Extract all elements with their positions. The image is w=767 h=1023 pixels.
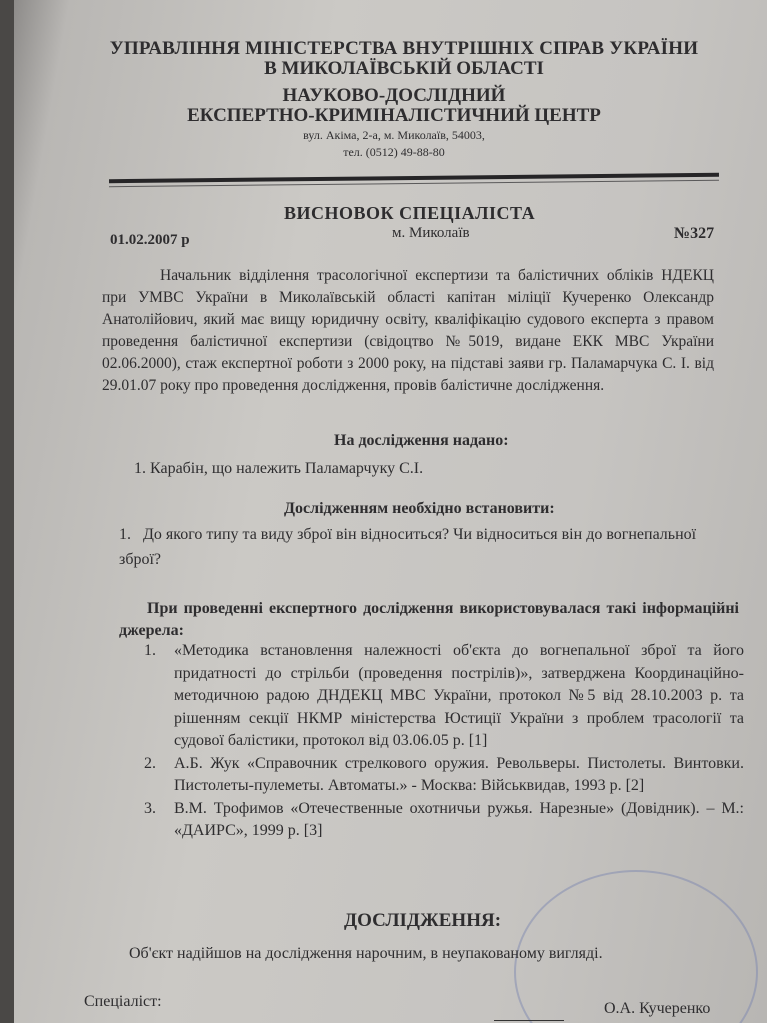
source-text: А.Б. Жук «Справочник стрелкового оружия. Револьверы. Пистолеты. Винтовки. Пистолеты-пулеметы. Автоматы.» - Москва: Військвидав, 1993 р. [2] — [174, 754, 744, 794]
source-text: В.М. Трофимов «Отечественные охотничьи ружья. Нарезные» (Довідник). – М.: «ДАИРС», 1999 р. [3] — [174, 799, 744, 839]
research-heading: ДОСЛІДЖЕННЯ: — [344, 910, 502, 931]
provided-heading: На дослідження надано: — [334, 432, 509, 449]
header-address: вул. Акіма, 2-а, м. Миколаїв, 54003, — [303, 128, 485, 142]
intro-paragraph — [102, 265, 714, 397]
question-text: До якого типу та виду зброї він відноситься? Чи відноситься він до вогнепальної зброї? — [119, 526, 697, 568]
document-number: №327 — [674, 225, 715, 242]
questions-heading: Дослідженням необхідно встановити: — [284, 500, 555, 517]
header-center: ЕКСПЕРТНО-КРИМІНАЛІСТИЧНИЙ ЦЕНТР — [187, 105, 601, 126]
header-institute: НАУКОВО-ДОСЛІДНИЙ — [282, 85, 506, 106]
source-item — [144, 753, 744, 798]
sources-intro — [119, 598, 739, 642]
research-text: Об'єкт надійшов на дослідження нарочним, в неупакованому вигляді. — [129, 945, 603, 962]
document-page — [14, 0, 767, 1023]
document-title: ВИСНОВОК СПЕЦІАЛІСТА — [284, 203, 536, 223]
source-number: 1. — [144, 642, 156, 659]
header-ministry: УПРАВЛІННЯ МІНІСТЕРСТВА ВНУТРІШНІХ СПРАВ УКРАЇНИ — [109, 38, 699, 59]
document-city: м. Миколаїв — [392, 225, 470, 241]
specialist-label: Спеціаліст: — [84, 993, 162, 1010]
source-item — [144, 640, 744, 753]
question-number: 1. — [119, 526, 131, 543]
signature-name: О.А. Кучеренко — [604, 1000, 711, 1017]
sources-intro-text: При проведенні експертного дослідження використовувалася такі інформаційні джерела: — [119, 600, 739, 639]
question-item — [119, 522, 739, 572]
document-date: 01.02.2007 р — [110, 232, 190, 248]
header-phone: тел. (0512) 49-88-80 — [343, 145, 445, 159]
source-number: 2. — [144, 754, 156, 772]
signature — [494, 990, 564, 1021]
source-text: «Методика встановлення належності об'єкта до вогнепальної зброї та його придатності до стрільби (проведення пострілів)», затверджена Координаційно-методичною радою ДНДЕКЦ МВС України, протокол №5 від 28.10.2003 р. та рішенням секції НКМР міністерства Юстиції України з проблем трасології та судової балістики, протокол від 03.06.05 р. [1] — [174, 642, 744, 749]
source-number: 3. — [144, 799, 156, 817]
intro-text: Начальник відділення трасологічної експертизи та балістичних обліків НДЕКЦ при УМВС України в Миколаївській області капітан міліції Кучеренко Олександр Анатолійович, який має вищу юридичну освіту, кваліфікацію судового експерта з правом проведення балістичної експертизи (свідоцтво №5019, видане ЕКК МВС України 02.06.2000), стаж експертної роботи з 2000 року, на підставі заяви гр. Паламарчука С. І. від 29.01.07 року про проведення дослідження, провів балістичне дослідження. — [102, 267, 714, 394]
source-item — [144, 798, 744, 843]
sources-list — [144, 640, 744, 843]
provided-item: 1. Карабін, що належить Паламарчуку С.І. — [134, 460, 424, 477]
header-region: В МИКОЛАЇВСЬКІЙ ОБЛАСТІ — [264, 58, 544, 79]
